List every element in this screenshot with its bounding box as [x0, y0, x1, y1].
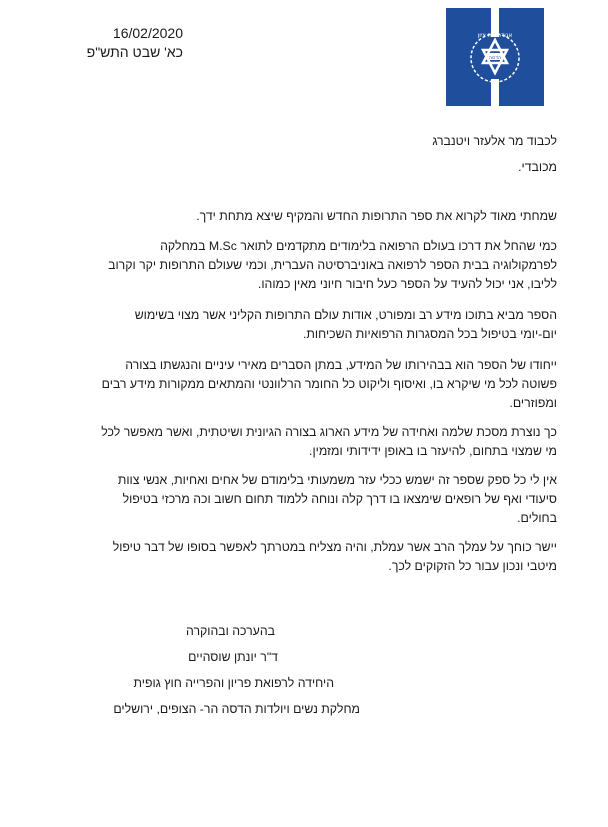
letter-body: [101, 207, 557, 585]
signer-department: מחלקת נשים ויולדות הדסה הר- הצופים, ירושלים: [113, 702, 360, 716]
paragraph-5: כך נוצרת מסכת שלמה ואחידה של מידע הארוג בצורה הגיונית ושיטתית, ואשר מאפשר לכל מי שמצוי בתחום, להיעזר בו באופן ידידותי ומזמין.: [101, 425, 557, 458]
paragraph-7: יישר כוחך על עמלך הרב אשר עמלת, והיה מצליח במטרתך לאפשר בסופו של דבר טיפול מיטבי ונכון עבור כל הזקוקים לכך.: [112, 540, 557, 573]
signature-block: [60, 618, 380, 722]
date-hebrew: כא' שבט התש"פ: [86, 44, 183, 60]
date-gregorian: 16/02/2020: [112, 25, 183, 41]
signer-name: ד"ר יונתן שוסהיים: [188, 650, 278, 664]
paragraph-3: הספר מביא בתוכו מידע רב ומפורט, אודות עולם התרופות הקליני אשר מצוי בשימוש יום-יומי בטיפול בכל המסגרות הרפואיות השכיחות.: [134, 308, 557, 341]
date-block: [60, 24, 183, 62]
signer-unit: היחידה לרפואת פריון והפרייה חוץ גופית: [133, 676, 334, 690]
hadassah-logo-icon: [445, 7, 545, 107]
recipient-line: לכבוד מר אלעזר ויטנברג: [432, 134, 557, 148]
paragraph-6: אין לי כל ספק שספר זה ישמש ככלי עזר משמעותי בלימודם של אחים ואחיות, אנשי צוות סיעודי ואף של רופאים שימצאו בו דרך קלה ונוחה ללמוד תחום חשוב וכה מרכזי בטיפול בחולים.: [117, 473, 557, 525]
paragraph-4: ייחודו של הספר הוא בבהירותו של המידע, במתן הסברים מאירי עיניים והנגשתו בצורה פשוטה לכל מי שיקרא בו, ואיסוף וליקוט כל החומר הרלוונטי והמתאים ממקורות מידע רבים ומפוזרים.: [101, 358, 557, 410]
paragraph-2: כמי שהחל את דרכו בעולם הרפואה בלימודים מתקדמים לתואר M.Sc במחלקה לפרמקולוגיה בבית הספר לרפואה באוניברסיטה העברית, וכמי שעולם התרופות יקר וקרוב לליבו, אני יכול להעיד על הספר כעל חיבור חיוני מאין כמוהו.: [108, 239, 557, 291]
svg-text:אגודת בת ציון: אגודת בת ציון: [477, 32, 513, 39]
hadassah-logo: [445, 7, 545, 107]
paragraph-1: שמחתי מאוד לקרוא את ספר התרופות החדש והמקיף שיצא מתחת ידך.: [196, 209, 557, 223]
svg-text:הדסה: הדסה: [488, 55, 502, 61]
salutation: מכובדי.: [518, 160, 557, 174]
closing: בהערכה ובהוקרה: [186, 624, 275, 638]
